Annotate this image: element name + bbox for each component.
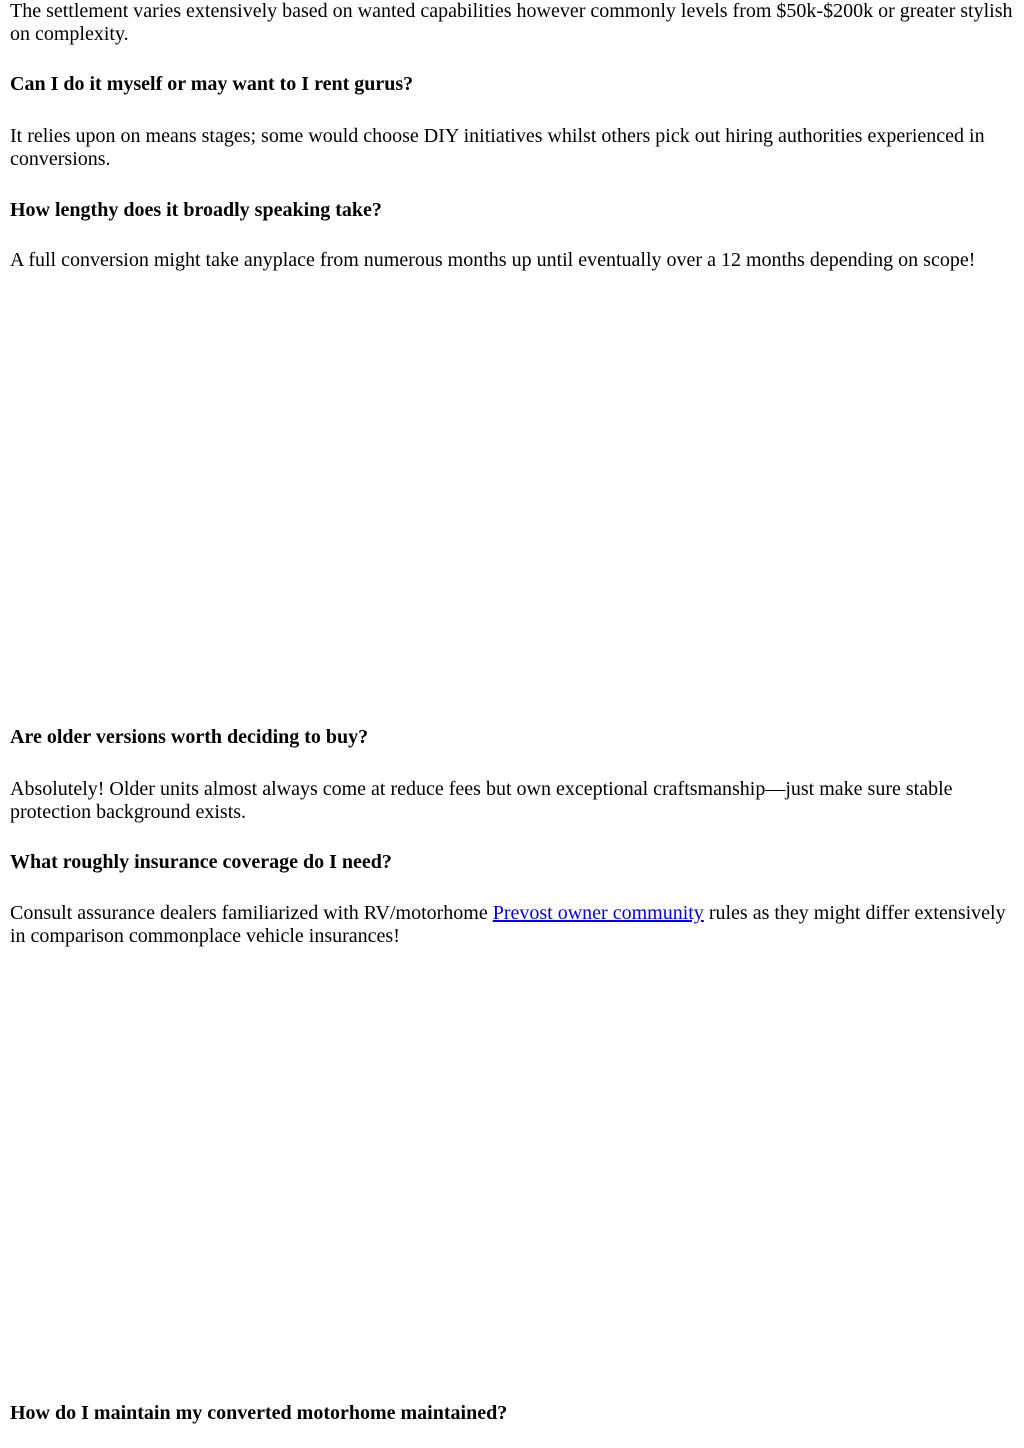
faq-answer-insurance-text-start: Consult assurance dealers familiarized with RV/motorhome [10,902,493,924]
faq-question-insurance: What roughly insurance coverage do I need? [10,851,392,873]
faq-answer-duration: A full conversion might take anyplace from numerous months up until eventually over a 12 months depending on scope! [10,249,976,271]
faq-answer-insurance [10,902,1015,948]
faq-question-older-models: Are older versions worth deciding to buy? [10,726,369,748]
faq-answer-diy: It relies upon on means stages; some would choose DIY initiatives whilst others pick out hiring authorities experienced in conversions. [10,125,985,170]
faq-answer-insurance-text-end: rules as they might differ extensively in comparison commonplace vehicle insurances! [10,902,1006,947]
faq-question-diy: Can I do it myself or may want to I rent gurus? [10,73,414,95]
faq-question-maintenance: How do I maintain my converted motorhome maintained? [10,1402,508,1424]
faq-question-duration: How lengthy does it broadly speaking take? [10,199,382,221]
faq-answer-older-models: Absolutely! Older units almost always come at reduce fees but own exceptional craftsmanship—just make sure stable protection background exists. [10,778,953,823]
faq-answer-cost: The settlement varies extensively based on wanted capabilities however commonly levels from $50k-$200k or greater stylish on complexity. [10,0,1013,45]
prevost-owner-community-link[interactable]: Prevost owner community [492,902,704,924]
